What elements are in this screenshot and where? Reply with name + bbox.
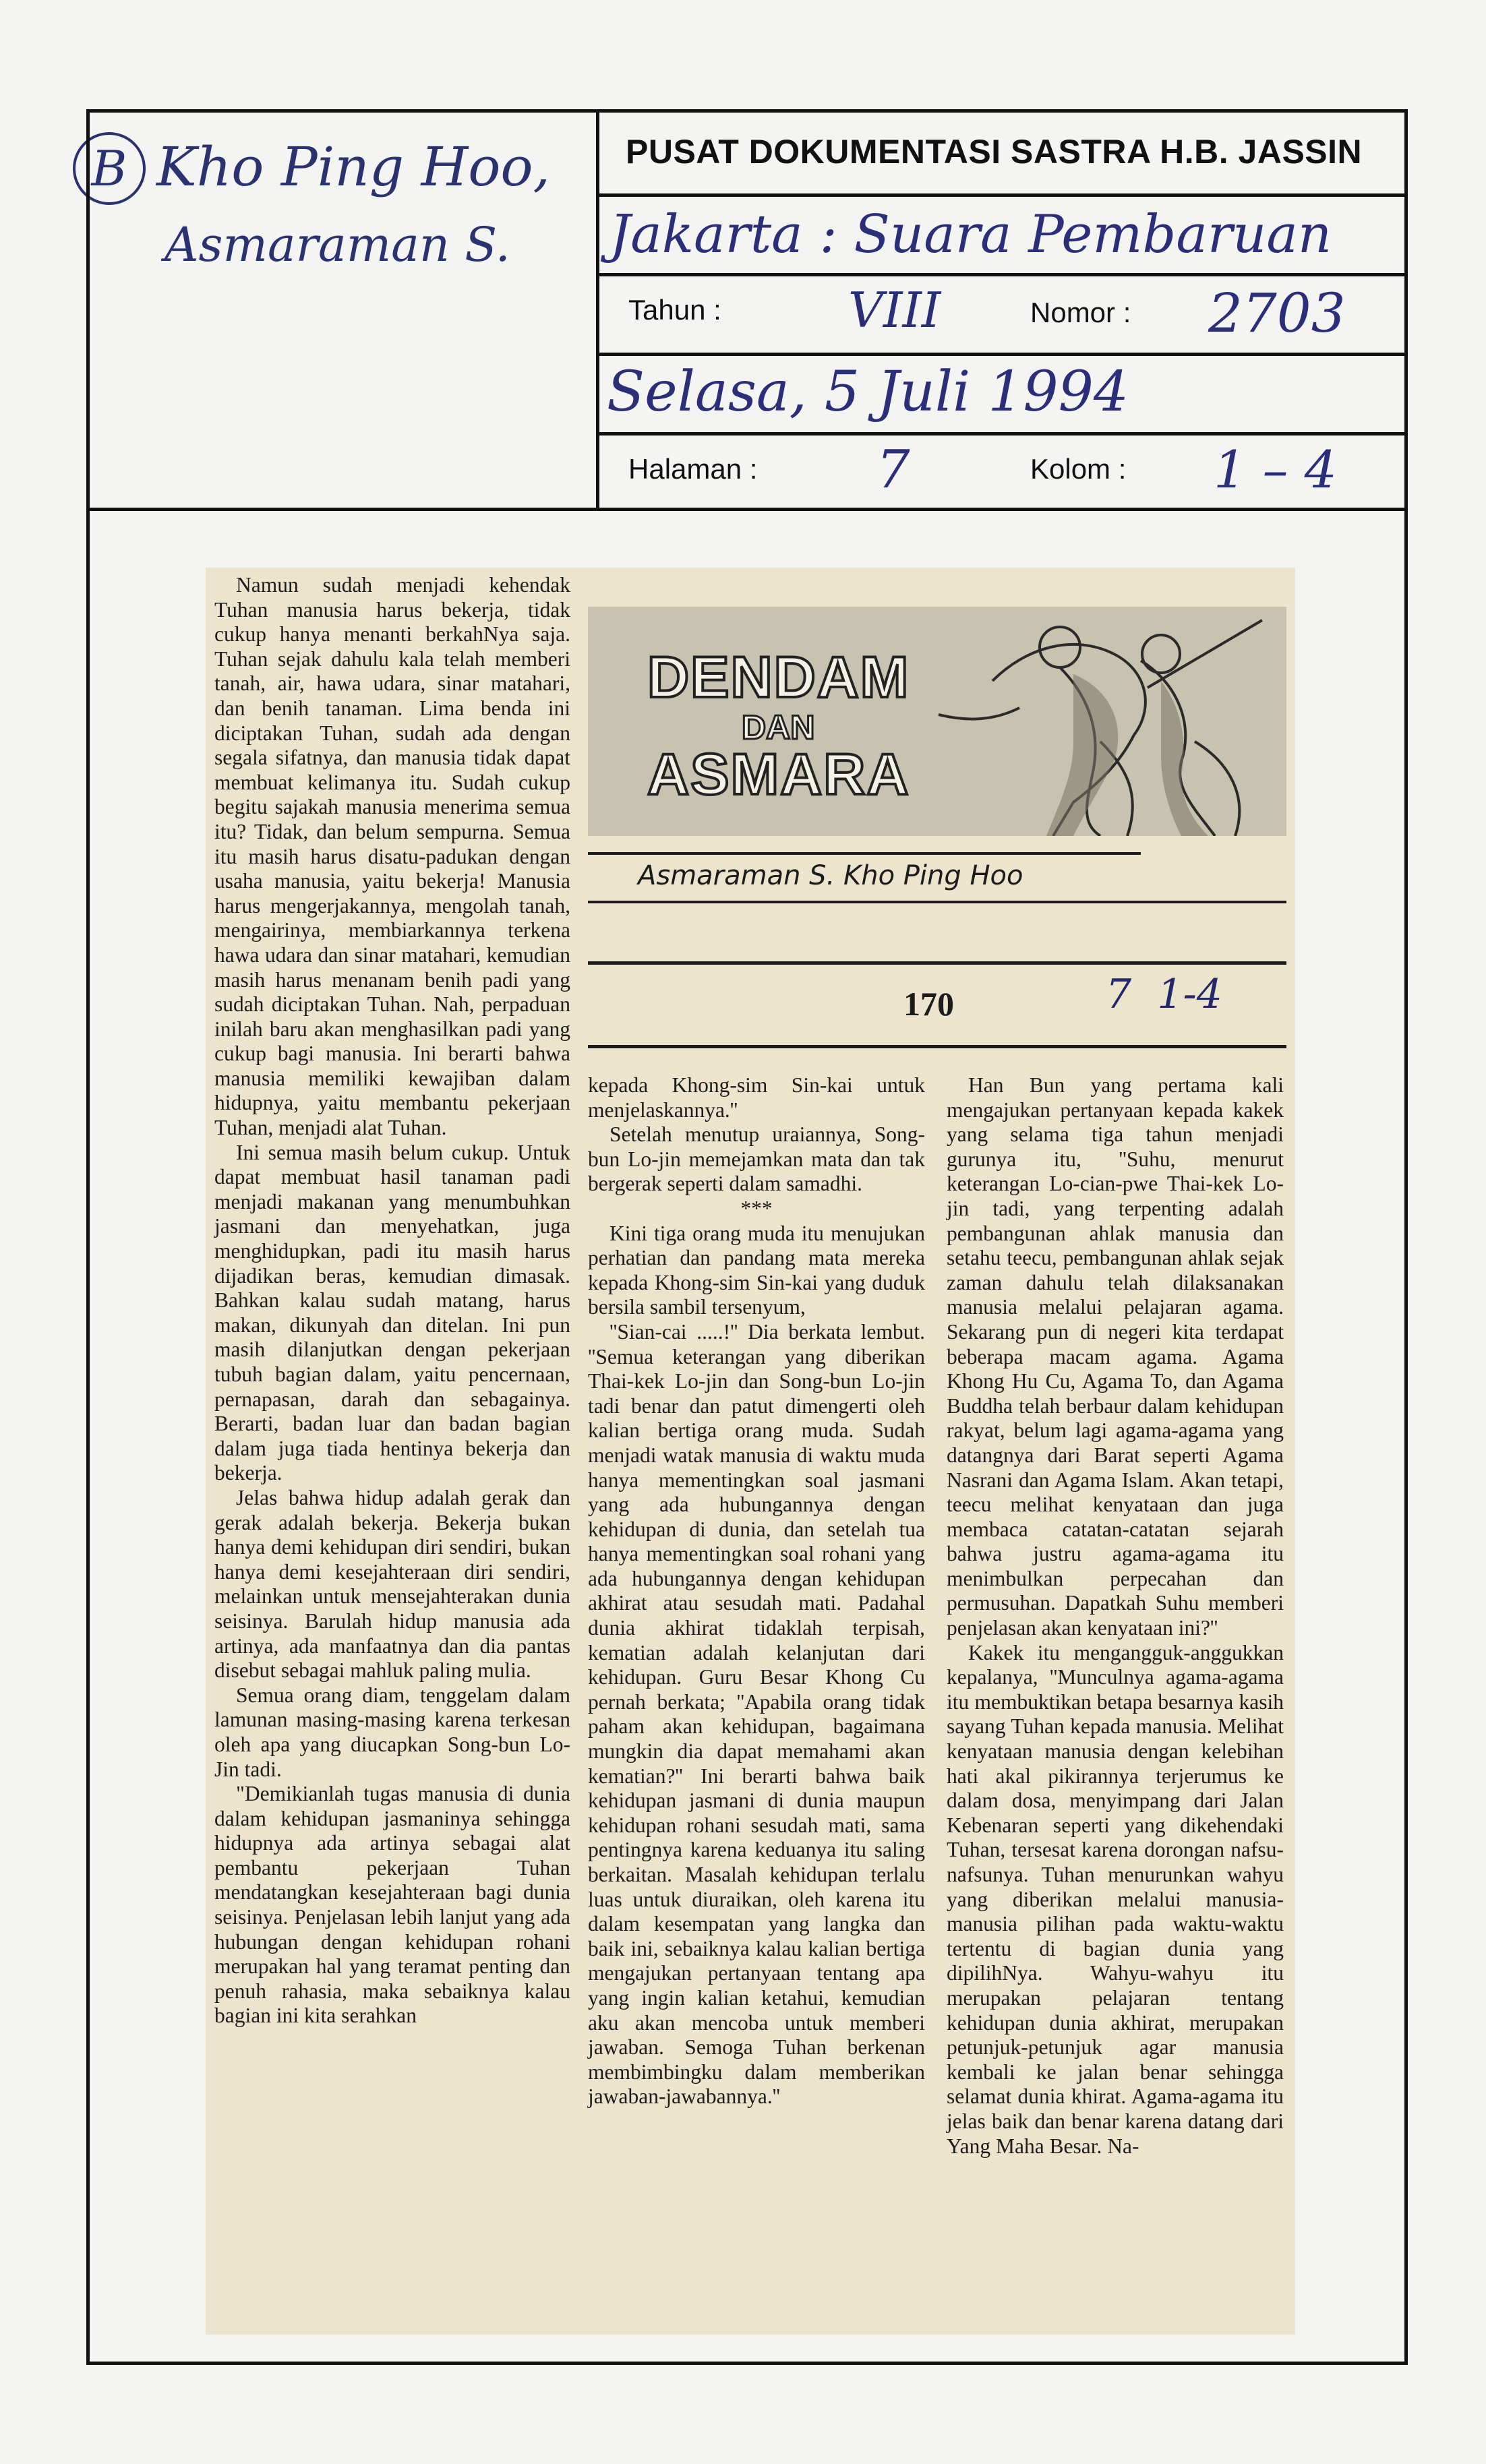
story-author: Asmaraman S. Kho Ping Hoo [638, 860, 1023, 891]
author-rule [588, 901, 1286, 903]
story-banner [588, 607, 1286, 836]
outer-left-upper [86, 109, 90, 514]
article-column-2 [588, 1073, 925, 2109]
story-title-line2: DAN [742, 709, 815, 746]
col2-paragraph-3: Kini tiga orang muda itu menujukan perhatian dan pandang mata mereka kepada Khong-sim Sin-kai yang duduk bersila sambil tersenyum, [588, 1221, 925, 1319]
series-rule-top [588, 961, 1286, 965]
kolom-label: Kolom : [1030, 453, 1127, 485]
kolom-value: 1 – 4 [1214, 440, 1338, 500]
col2-paragraph-4: ''Sian-cai .....!'' Dia berkata lembut. ''Semua keterangan yang diberikan Thai-kek Lo-jin dan Song-bun Lo-jin tadi benar dan patut dimengerti oleh kalian bertiga orang muda. Sudah menjadi watak manusia di waktu muda hanya mementingkan soal jasmani yang ada hubungannya dengan kehidupan di dunia, dan setelah tua hanya mementingkan soal rohani yang ada hubungannya dengan kehidupan akhirat atau sesudah mati. Padahal dunia akhirat tidaklah terpisah, kematian adalah kelanjutan dari kehidupan. Guru Besar Khong Cu pernah berkata; ''Apabila orang tidak paham akan kehidupan, bagaimana mungkin dia dapat memahami akan kematian?'' Ini berarti bahwa baik kehidupan jasmani di dunia maupun kehidupan rohani sesudah mati, sama pentingnya karena keduanya itu saling berkaitan. Masalah kehidupan terlalu luas untuk diuraikan, oleh karena itu dalam kesempatan yang langka dan baik ini, sebaiknya kalau kalian bertiga mengajukan pertanyaan tentang apa yang ingin kalian ketahui, kemudian aku akan mencoba untuk memberi jawaban. Semoga Tuhan berkenan membimbingku dalam memberikan jawaban-jawabannya.'' [588, 1319, 925, 2109]
form-divider-3 [596, 353, 1408, 356]
article-column-1 [214, 573, 570, 2029]
annotation-circle-letter: B [91, 140, 127, 197]
story-title-line1: DENDAM [647, 645, 910, 710]
series-margin-note: 7 1-4 [1106, 971, 1222, 1018]
col1-paragraph-5: "Demikianlah tugas manusia di dunia dalam kehidupan jasmaninya sehingga hidupnya ada artinya sebagai alat pembantu pekerjaan Tuhan mendatangkan kesejahteraan bagi dunia seisinya. Penjelasan lebih lanjut yang ada hubungan dengan kehidupan rohani merupakan hal yang teramat penting dan penuh rahasia, maka sebaiknya kalau bagian ini kita serahkan [214, 1782, 570, 2028]
series-number: 170 [903, 985, 954, 1023]
annotation-circle [73, 132, 146, 205]
form-divider-2 [596, 273, 1408, 276]
col1-paragraph-4: Semua orang diam, tenggelam dalam lamunan masing-masing karena terkesan oleh apa yang diucapkan Song-bun Lo-Jin tadi. [214, 1683, 570, 1781]
col2-paragraph-1: kepada Khong-sim Sin-kai untuk menjelaskannya.'' [588, 1073, 925, 1122]
annotation-author-line2: Asmaraman S. [165, 217, 510, 272]
annotation-author-line1: Kho Ping Hoo, [156, 136, 550, 198]
date-value: Selasa, 5 Juli 1994 [607, 360, 1129, 424]
banner-rule [588, 852, 1141, 855]
section-break: *** [740, 1196, 773, 1220]
col1-paragraph-3: Jelas bahwa hidup adalah gerak dan gerak adalah bekerja. Bekerja bukan hanya demi kehidupan diri sendiri, bukan hanya demi kesejahteraan diri sendiri, melainkan untuk mensejahterakan dunia seisinya. Barulah hidup manusia ada artinya, ada manfaatnya dan dia pantas disebut sebagai mahluk paling mulia. [214, 1485, 570, 1683]
publication-name: Jakarta : Suara Pembaruan [610, 204, 1332, 265]
col3-paragraph-2: Kakek itu mengangguk-anggukkan kepalanya, ''Munculnya agama-agama itu membuktikan betapa besarnya kasih sayang Tuhan kepada manusia. Melihat kenyataan manusia dengan kelebihan hati akal pikirannya terjerumus ke dalam dosa, menyimpang dari Jalan Kebenaran seperti yang dikehendaki Tuhan, tersesat karena dorongan nafsu-nafsunya. Tuhan menurunkan wahyu yang diberikan melalui manusia-manusia pilihan pada waktu-waktu tertentu di bagian dunia yang dipilihNya. Wahyu-wahyu itu merupakan pelajaran tentang kehidupan dunia akhirat, merupakan petunjuk-petunjuk agar manusia kembali ke jalan benar sehingga selamat dunia khirat. Agama-agama itu jelas baik dan benar karena datang dari Yang Maha Besar. Na- [947, 1640, 1284, 2158]
nomor-label: Nomor : [1030, 297, 1131, 328]
nomor-value: 2703 [1208, 282, 1346, 344]
outer-top-left [86, 109, 599, 113]
col1-paragraph-2: Ini semua masih belum cukup. Untuk dapat membuat hasil tanaman padi menjadi makanan yang menumbuhkan jasmani dan menyehatkan, juga menghidupkan, padi itu masih harus dijadikan beras, kemudian dimasak. Bahkan kalau sudah matang, harus makan, dikunyah dan ditelan. Ini pun masih dilanjutkan dengan pekerjaan tubuh bagian dalam, yaitu pencernaan, pernapasan, darah dan sebagainya. Berarti, badan luar dan badan bagian dalam juga tiada hentinya bekerja dan bekerja. [214, 1140, 570, 1485]
col1-paragraph-1: Namun sudah menjadi kehendak Tuhan manusia harus bekerja, tidak cukup hanya menanti berkahNya saja. Tuhan sejak dahulu kala telah memberi tanah, air, hawa udara, sinar matahari, dan benih tanaman. Lima benda ini diciptakan Tuhan, sudah ada dengan segala sifatnya, dan manusia tidak dapat membuat kelimanya itu. Sudah cukup begitu sajakah manusia menerima semua itu? Tidak, dan belum sempurna. Semua itu masih harus disatu-padukan dengan usaha manusia, yaitu bekerja! Manusia harus mengerjakannya, mengolah tanah, mengairinya, membiarkannya terkena hawa udara dan sinar matahari, kemudian masih harus menanam benih padi yang sudah diciptakan Tuhan. Nah, perpaduan inilah baru akan menghasilkan padi yang cukup bagi manusia. Ini berarti bahwa manusia memiliki kewajiban dalam hidupnya, yaitu membantu pekerjaan Tuhan, menjadi alat Tuhan. [214, 573, 570, 1140]
halaman-label: Halaman : [628, 453, 758, 485]
form-divider-1 [596, 193, 1408, 197]
tahun-value: VIII [848, 282, 941, 338]
tahun-label: Tahun : [628, 294, 721, 326]
col2-paragraph-2: Setelah menutup uraiannya, Song-bun Lo-jin memejamkan mata dan tak bergerak seperti dalam samadhi. [588, 1122, 925, 1196]
article-column-3 [947, 1073, 1284, 2159]
series-rule-bottom [588, 1045, 1286, 1048]
story-title-line3: ASMARA [647, 742, 910, 807]
form-divider-4 [596, 432, 1408, 435]
col3-paragraph-1: Han Bun yang pertama kali mengajukan pertanyaan kepada kakek yang selama tiga tahun menjadi gurunya itu, ''Suhu, menurut keterangan Lo-cian-pwe Thai-kek Lo-jin tadi, yang terpenting adalah pembangunan ahlak manusia dan setahu teecu, pembangunan ahlak sejak zaman dahulu telah dilaksanakan manusia melalui pelajaran agama. Sekarang pun di negeri kita terdapat beberapa macam agama. Agama Khong Hu Cu, Agama To, dan Agama Buddha telah berbaur dalam kehidupan rakyat, belum lagi agama-agama yang datangnya dari Barat seperti Agama Nasrani dan Agama Islam. Akan tetapi, teecu melihat kenyataan dan juga membaca catatan-catatan sejarah bahwa justru agama-agama itu menimbulkan perpecahan dan permusuhan. Dapatkah Suhu memberi penjelasan akan kenyataan ini?'' [947, 1073, 1284, 1640]
org-name: PUSAT DOKUMENTASI SASTRA H.B. JASSIN [626, 133, 1363, 171]
halaman-value: 7 [876, 440, 910, 500]
